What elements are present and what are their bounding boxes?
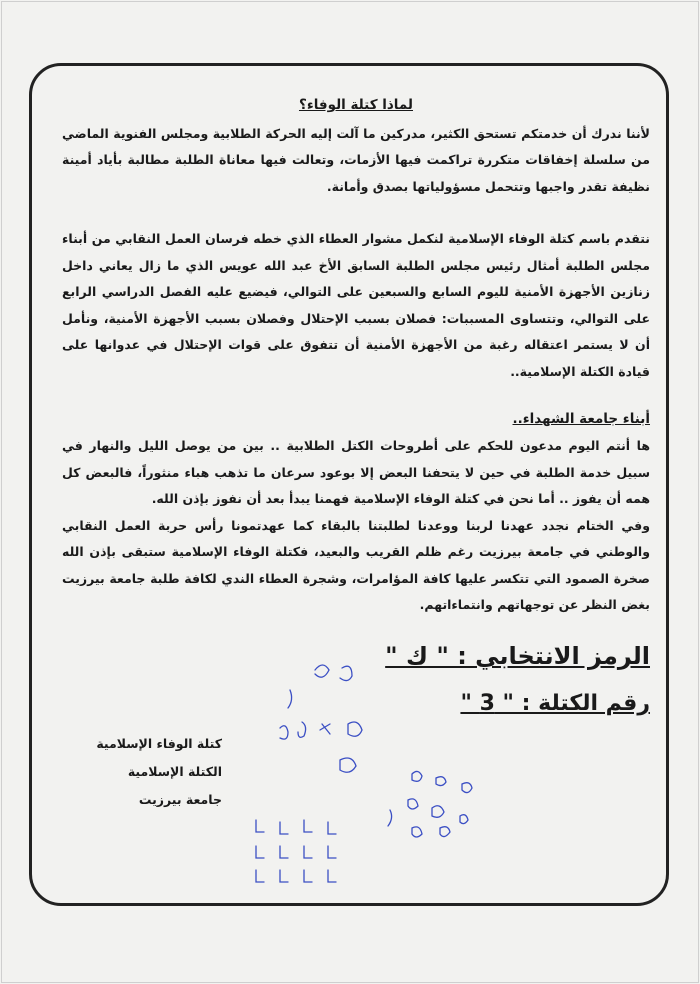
scribble-mark — [412, 771, 422, 781]
scribble-mark — [388, 810, 392, 826]
paragraph-call: ها أنتم اليوم مدعون للحكم على أطروحات الكتل الطلابية .. بين من يوصل الليل والنهار في سبيل خدمة الطلبة في حين لا يتحفنا البعض إلا بوعود سرعان ما تذهب هباء منثوراً، فالبعض كل همه أن يفوز .. أما نحن في كتلة الوفاء الإسلامية فهمنا يبدأ بعد أن نفوز بإذن الله. — [62, 438, 650, 506]
paragraph-closing: وفي الختام نجدد عهدنا لربنا ووعدنا لطلبتنا بالبقاء كما عهدتمونا رأس حربة العمل النقابي والوطني في جامعة بيرزيت رغم ظلم القريب والبعيد، فكتلة الوفاء الإسلامية ستبقى بإذن الله صخرة الصمود التي تتكسر عليها كافة المؤامرات، وشجرة العطاء الندي لكافة طلبة جامعة بيرزيت بغض النظر عن توجهاتهم وانتماءاتهم. — [62, 517, 650, 612]
paragraph-pledge: نتقدم باسم كتلة الوفاء الإسلامية لنكمل مشوار العطاء الذي خطه فرسان العمل النقابي من أبناء مجلس الطلبة أمثال رئيس مجلس الطلبة السابق الأخ عبد الله عويس الذي ما زال يعاني داخل زنازين الأجهزة الأمنية لليوم السابع والسبعين على التوالي، فيضيع عليه الفصل الدراسي الرابع على التوالي، وتتساوى المسببات: فصلان بسبب الإحتلال وفصلان بسبب الأجهزة الأمنية، ونأمل أن لا يستمر اعتقاله رغبة من الأجهزة الأمنية أن تتفوق على قوات الإحتلال في عدوانها على قيادة الكتلة الإسلامية.. — [62, 231, 650, 379]
signature-block — [62, 730, 222, 814]
scribble-mark — [280, 726, 288, 739]
subheading: أبناء جامعة الشهداء.. — [512, 411, 650, 427]
signature-line: كتلة الوفاء الإسلامية — [96, 736, 222, 751]
signature-line: الكتلة الإسلامية — [127, 764, 222, 779]
scribble-mark — [412, 827, 422, 837]
page-title: لماذا كتلة الوفاء؟ — [298, 97, 413, 113]
scribble-mark — [440, 827, 450, 837]
scribble-mark — [340, 666, 352, 680]
electoral-symbol: الرمز الانتخابي : " ك " — [385, 642, 650, 670]
scribble-mark — [432, 806, 444, 818]
scribble-mark — [436, 777, 446, 786]
scribble-mark — [320, 724, 330, 734]
paragraph-intro: لأننا ندرك أن خدمتكم تستحق الكثير، مدركين ما آلت إليه الحركة الطلابية ومجلس الفنوية الماضي من سلسلة إخفاقات متكررة تراكمت فيها الأزمات، وتعالت فيها معاناة الطلبة مطالبة بأياد أمينة نظيفة تقدر واجبها وتتحمل مسؤولياتها بصدق وأمانة. — [62, 125, 650, 194]
signature-line: جامعة بيرزيت — [138, 792, 222, 807]
scribble-mark — [340, 758, 356, 772]
scribble-mark — [348, 722, 362, 736]
scribble-mark — [315, 665, 329, 677]
leaflet-body — [62, 92, 650, 619]
scribble-mark — [298, 722, 306, 737]
scribble-mark — [408, 799, 418, 809]
scribble-mark — [256, 846, 336, 858]
scribble-mark — [256, 870, 336, 882]
pen-scribbles — [240, 650, 500, 890]
scribble-mark — [288, 690, 292, 708]
block-number: رقم الكتلة : " 3 " — [460, 691, 650, 716]
scribble-mark — [256, 820, 336, 834]
scribble-mark — [460, 815, 468, 824]
scribble-mark — [462, 783, 472, 793]
